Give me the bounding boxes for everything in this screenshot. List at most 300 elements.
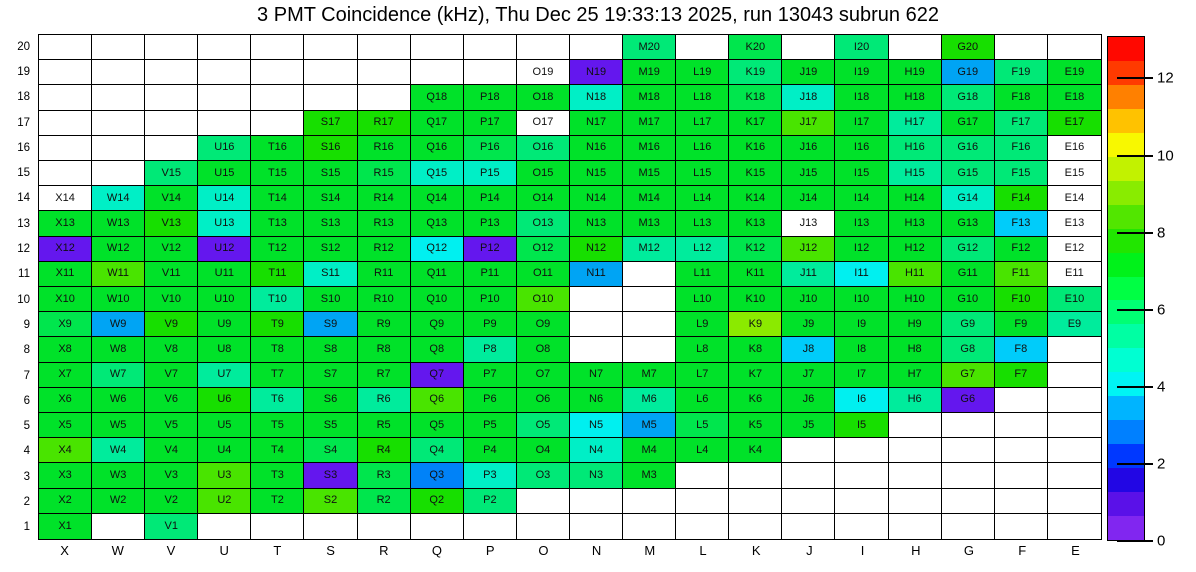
heatmap-cell-label: G10 xyxy=(957,292,979,305)
x-axis-tick-label: K xyxy=(751,543,761,558)
heatmap-cell xyxy=(570,388,623,413)
heatmap-cell-label: P15 xyxy=(480,166,500,179)
heatmap-cell xyxy=(1048,463,1101,488)
heatmap-cell-label: X5 xyxy=(58,418,72,431)
heatmap-cell xyxy=(517,186,570,211)
heatmap-cell xyxy=(1048,186,1101,211)
heatmap-cell xyxy=(570,211,623,236)
heatmap-cell-label: S13 xyxy=(320,216,341,229)
heatmap-cell-label: P3 xyxy=(483,468,497,481)
colorbar-band xyxy=(1108,85,1144,109)
heatmap-cell-label: I14 xyxy=(853,191,870,204)
heatmap-cell-label: U10 xyxy=(214,292,235,305)
heatmap-cell xyxy=(39,262,92,287)
heatmap-cell-label: S16 xyxy=(320,141,341,154)
heatmap-cell xyxy=(39,388,92,413)
heatmap-cell xyxy=(835,287,888,312)
heatmap-cell xyxy=(889,111,942,136)
heatmap-cell xyxy=(304,237,357,262)
colorbar-tick xyxy=(1117,386,1153,388)
x-axis-tick-label: O xyxy=(538,543,549,558)
heatmap-cell-label: T2 xyxy=(271,494,284,507)
heatmap-cell-label: H9 xyxy=(907,317,922,330)
heatmap-cell-label: S8 xyxy=(323,342,338,355)
heatmap-cell xyxy=(251,489,304,514)
heatmap-cell xyxy=(92,60,145,85)
heatmap-cell-label: J11 xyxy=(799,267,817,280)
heatmap-cell-label: O15 xyxy=(532,166,554,179)
colorbar-band xyxy=(1108,324,1144,348)
heatmap-cell xyxy=(942,161,995,186)
heatmap-cell-label: J13 xyxy=(799,216,818,229)
heatmap-cell xyxy=(676,161,729,186)
colorbar-band xyxy=(1108,468,1144,492)
heatmap-cell xyxy=(1048,111,1101,136)
heatmap-cell xyxy=(517,337,570,362)
heatmap-cell-label: H7 xyxy=(907,368,922,381)
heatmap-cell xyxy=(145,514,198,539)
heatmap-cell-label: H14 xyxy=(904,191,925,204)
heatmap-cell xyxy=(623,337,676,362)
heatmap-cell xyxy=(570,363,623,388)
heatmap-cell-label: P2 xyxy=(483,494,497,507)
heatmap-cell-label: N14 xyxy=(585,191,607,204)
heatmap-cell xyxy=(942,388,995,413)
heatmap-cell-label: S6 xyxy=(323,393,338,406)
heatmap-cell xyxy=(411,413,464,438)
heatmap-cell xyxy=(995,363,1048,388)
heatmap-cell-label: M16 xyxy=(638,141,660,154)
heatmap-cell xyxy=(92,85,145,110)
heatmap-cell-label: R8 xyxy=(376,342,391,355)
heatmap-cell xyxy=(464,85,517,110)
heatmap-cell-label: J14 xyxy=(799,191,818,204)
heatmap-cell-label: K12 xyxy=(745,242,766,255)
heatmap-cell-label: R12 xyxy=(373,242,394,255)
heatmap-cell xyxy=(835,35,888,60)
heatmap-cell-label: I8 xyxy=(856,342,867,355)
heatmap-cell xyxy=(251,388,304,413)
heatmap-cell-label: M3 xyxy=(641,468,657,481)
colorbar-tick xyxy=(1117,309,1153,311)
heatmap-cell xyxy=(835,211,888,236)
heatmap-cell-label: Q18 xyxy=(426,90,448,103)
heatmap-cell xyxy=(676,388,729,413)
heatmap-cell-label: L18 xyxy=(693,90,712,103)
heatmap-cell xyxy=(782,312,835,337)
heatmap-cell-label: P5 xyxy=(483,418,497,431)
heatmap-cell xyxy=(1048,211,1101,236)
heatmap-cell-label: J17 xyxy=(799,116,818,129)
heatmap-cell xyxy=(570,514,623,539)
heatmap-cell xyxy=(782,363,835,388)
heatmap-cell xyxy=(358,111,411,136)
heatmap-cell xyxy=(517,85,570,110)
heatmap-cell-label: M4 xyxy=(641,443,657,456)
heatmap-cell xyxy=(570,287,623,312)
heatmap-cell xyxy=(411,337,464,362)
heatmap-cell xyxy=(570,186,623,211)
heatmap-cell xyxy=(39,161,92,186)
heatmap-cell xyxy=(570,161,623,186)
heatmap-cell-label: T3 xyxy=(271,468,284,481)
heatmap-cell xyxy=(39,312,92,337)
heatmap-grid xyxy=(38,34,1102,540)
colorbar-tick xyxy=(1117,77,1153,79)
heatmap-cell xyxy=(889,438,942,463)
heatmap-cell-label: K6 xyxy=(748,393,763,406)
heatmap-cell xyxy=(1048,312,1101,337)
heatmap-cell-label: M13 xyxy=(638,216,660,229)
heatmap-cell xyxy=(517,413,570,438)
heatmap-cell-label: F7 xyxy=(1014,368,1028,381)
heatmap-cell xyxy=(782,211,835,236)
heatmap-cell-label: N12 xyxy=(585,242,607,255)
colorbar-band xyxy=(1108,205,1144,229)
heatmap-cell xyxy=(39,489,92,514)
colorbar-band xyxy=(1108,348,1144,372)
heatmap-cell xyxy=(464,60,517,85)
heatmap-cell-label: G14 xyxy=(957,191,979,204)
heatmap-cell-label: U11 xyxy=(214,267,235,280)
heatmap-cell-label: J18 xyxy=(799,90,818,103)
heatmap-cell xyxy=(251,136,304,161)
heatmap-cell xyxy=(92,35,145,60)
heatmap-cell-label: K14 xyxy=(745,191,766,204)
heatmap-cell xyxy=(729,262,782,287)
heatmap-cell-label: O19 xyxy=(532,65,554,78)
heatmap-cell xyxy=(411,237,464,262)
heatmap-cell-label: V7 xyxy=(164,368,178,381)
heatmap-cell xyxy=(995,161,1048,186)
heatmap-cell-label: Q16 xyxy=(426,141,448,154)
heatmap-cell xyxy=(676,287,729,312)
heatmap-cell-label: K5 xyxy=(748,418,763,431)
heatmap-cell xyxy=(411,136,464,161)
heatmap-cell xyxy=(623,161,676,186)
heatmap-cell-label: F19 xyxy=(1011,65,1031,78)
heatmap-cell xyxy=(251,161,304,186)
heatmap-cell-label: O9 xyxy=(535,317,551,330)
heatmap-cell-label: J5 xyxy=(802,418,815,431)
heatmap-cell-label: F13 xyxy=(1011,216,1031,229)
heatmap-cell xyxy=(995,489,1048,514)
colorbar-tick xyxy=(1117,463,1153,465)
heatmap-cell xyxy=(517,312,570,337)
heatmap-cell xyxy=(1048,60,1101,85)
heatmap-cell xyxy=(464,388,517,413)
heatmap-cell xyxy=(889,514,942,539)
heatmap-cell xyxy=(145,136,198,161)
heatmap-cell-label: S9 xyxy=(323,317,338,330)
heatmap-cell xyxy=(623,489,676,514)
heatmap-cell-label: Q4 xyxy=(429,443,445,456)
heatmap-cell-label: I13 xyxy=(853,216,870,229)
heatmap-cell xyxy=(995,438,1048,463)
heatmap-cell-label: W4 xyxy=(109,443,127,456)
colorbar-tick xyxy=(1117,155,1153,157)
colorbar-tick xyxy=(1117,232,1153,234)
colorbar-tick-label: 0 xyxy=(1157,532,1166,550)
heatmap-cell xyxy=(995,211,1048,236)
x-axis-tick-label: Q xyxy=(431,543,443,558)
chart-title: 3 PMT Coincidence (kHz), Thu Dec 25 19:33:13 2025, run 13043 subrun 622 xyxy=(257,4,939,26)
heatmap-cell xyxy=(782,237,835,262)
heatmap-cell-label: U13 xyxy=(214,216,235,229)
heatmap-cell-label: I15 xyxy=(853,166,870,179)
heatmap-cell xyxy=(358,262,411,287)
x-axis-tick-label: P xyxy=(485,543,495,558)
heatmap-cell-label: J12 xyxy=(799,242,818,255)
heatmap-cell xyxy=(676,312,729,337)
colorbar-tick-label: 6 xyxy=(1157,301,1166,319)
x-axis-tick-label: M xyxy=(644,543,656,558)
heatmap-cell-label: W7 xyxy=(109,368,127,381)
colorbar-band xyxy=(1108,61,1144,85)
heatmap-cell-label: S2 xyxy=(323,494,338,507)
heatmap-cell xyxy=(942,262,995,287)
heatmap-cell-label: E14 xyxy=(1064,191,1085,204)
heatmap-cell-label: E13 xyxy=(1064,216,1085,229)
colorbar-tick-label: 8 xyxy=(1157,224,1166,242)
heatmap-cell xyxy=(782,136,835,161)
heatmap-cell xyxy=(782,413,835,438)
heatmap-cell-label: V14 xyxy=(161,191,182,204)
heatmap-cell xyxy=(729,237,782,262)
heatmap-cell xyxy=(198,388,251,413)
heatmap-cell xyxy=(304,413,357,438)
heatmap-cell xyxy=(517,463,570,488)
heatmap-cell-label: V13 xyxy=(161,216,182,229)
heatmap-cell-label: M15 xyxy=(638,166,660,179)
heatmap-cell-label: H12 xyxy=(904,242,925,255)
heatmap-cell xyxy=(358,60,411,85)
heatmap-cell-label: I19 xyxy=(853,65,870,78)
heatmap-cell-label: X4 xyxy=(58,443,72,456)
heatmap-cell xyxy=(1048,237,1101,262)
heatmap-cell-label: V4 xyxy=(164,443,178,456)
heatmap-cell xyxy=(729,514,782,539)
heatmap-cell-label: O18 xyxy=(532,90,554,103)
heatmap-cell-label: X13 xyxy=(55,216,75,229)
colorbar-tick-label: 12 xyxy=(1157,69,1174,87)
heatmap-cell xyxy=(1048,85,1101,110)
heatmap-cell-label: Q14 xyxy=(426,191,448,204)
heatmap-cell xyxy=(304,312,357,337)
heatmap-cell xyxy=(411,262,464,287)
heatmap-cell xyxy=(889,161,942,186)
heatmap-cell xyxy=(942,35,995,60)
heatmap-cell-label: T10 xyxy=(267,292,287,305)
heatmap-cell-label: E16 xyxy=(1064,141,1085,154)
heatmap-cell xyxy=(198,35,251,60)
colorbar-band xyxy=(1108,109,1144,133)
heatmap-cell-label: L12 xyxy=(693,242,712,255)
colorbar-band xyxy=(1108,157,1144,181)
heatmap-cell-label: Q3 xyxy=(429,468,445,481)
heatmap-cell xyxy=(1048,413,1101,438)
heatmap-cell-label: J8 xyxy=(802,342,815,355)
colorbar-band xyxy=(1108,300,1144,324)
heatmap-cell xyxy=(145,337,198,362)
heatmap-cell xyxy=(198,111,251,136)
heatmap-cell xyxy=(464,312,517,337)
heatmap-cell xyxy=(729,463,782,488)
heatmap-cell xyxy=(995,186,1048,211)
heatmap-cell xyxy=(198,312,251,337)
heatmap-cell-label: N11 xyxy=(586,267,606,280)
heatmap-cell xyxy=(464,463,517,488)
heatmap-cell xyxy=(92,363,145,388)
heatmap-cell xyxy=(411,287,464,312)
heatmap-cell xyxy=(517,363,570,388)
heatmap-cell-label: N4 xyxy=(589,443,604,456)
heatmap-cell xyxy=(729,136,782,161)
heatmap-cell xyxy=(623,312,676,337)
heatmap-cell xyxy=(464,262,517,287)
heatmap-cell-label: H18 xyxy=(904,90,925,103)
heatmap-cell xyxy=(39,60,92,85)
heatmap-cell-label: N5 xyxy=(589,418,604,431)
heatmap-cell xyxy=(517,514,570,539)
heatmap-cell xyxy=(570,312,623,337)
heatmap-cell-label: X3 xyxy=(58,468,72,481)
heatmap-cell xyxy=(39,186,92,211)
heatmap-cell-label: X9 xyxy=(58,317,72,330)
x-axis-tick-label: S xyxy=(326,543,335,558)
heatmap-cell-label: U5 xyxy=(217,418,232,431)
heatmap-cell-label: O14 xyxy=(532,191,554,204)
heatmap-cell xyxy=(676,489,729,514)
heatmap-cell-label: J9 xyxy=(802,317,815,330)
heatmap-cell-label: S17 xyxy=(320,116,341,129)
heatmap-cell xyxy=(570,111,623,136)
heatmap-cell-label: W5 xyxy=(109,418,127,431)
heatmap-cell xyxy=(92,312,145,337)
heatmap-cell xyxy=(676,413,729,438)
heatmap-cell xyxy=(995,111,1048,136)
heatmap-cell-label: R4 xyxy=(376,443,391,456)
y-axis-tick-label: 2 xyxy=(23,495,30,508)
heatmap-cell xyxy=(995,514,1048,539)
heatmap-cell-label: V12 xyxy=(161,242,182,255)
heatmap-cell-label: T13 xyxy=(267,216,287,229)
heatmap-cell xyxy=(623,60,676,85)
y-axis-tick-label: 19 xyxy=(17,65,30,78)
heatmap-cell xyxy=(145,111,198,136)
heatmap-cell-label: S15 xyxy=(320,166,341,179)
heatmap-cell xyxy=(198,186,251,211)
heatmap-cell xyxy=(835,237,888,262)
heatmap-cell-label: T7 xyxy=(271,368,284,381)
heatmap-cell xyxy=(39,514,92,539)
heatmap-cell-label: N16 xyxy=(585,141,607,154)
heatmap-cell-label: E10 xyxy=(1064,292,1085,305)
heatmap-cell xyxy=(570,262,623,287)
colorbar-band xyxy=(1108,277,1144,301)
heatmap-cell xyxy=(358,287,411,312)
heatmap-cell xyxy=(198,136,251,161)
heatmap-cell-label: W6 xyxy=(109,393,127,406)
heatmap-cell xyxy=(464,413,517,438)
heatmap-cell-label: N18 xyxy=(585,90,607,103)
heatmap-cell xyxy=(889,463,942,488)
heatmap-cell xyxy=(304,161,357,186)
heatmap-cell-label: K11 xyxy=(745,267,765,280)
heatmap-cell xyxy=(251,363,304,388)
heatmap-cell-label: E9 xyxy=(1067,317,1082,330)
heatmap-cell-label: J7 xyxy=(802,368,815,381)
heatmap-cell xyxy=(517,388,570,413)
heatmap-cell xyxy=(623,463,676,488)
heatmap-cell-label: H8 xyxy=(907,342,922,355)
heatmap-cell xyxy=(942,186,995,211)
heatmap-cell-label: L13 xyxy=(693,216,712,229)
heatmap-cell xyxy=(782,111,835,136)
y-axis-tick-label: 6 xyxy=(23,394,30,407)
heatmap-cell-label: M12 xyxy=(638,242,660,255)
heatmap-cell xyxy=(995,262,1048,287)
heatmap-cell-label: I20 xyxy=(853,40,870,53)
heatmap-cell-label: P6 xyxy=(483,393,497,406)
y-axis-tick-label: 20 xyxy=(17,40,30,53)
heatmap-cell xyxy=(464,111,517,136)
heatmap-cell-label: Q11 xyxy=(426,267,447,280)
heatmap-cell-label: O4 xyxy=(535,443,551,456)
heatmap-cell-label: S3 xyxy=(323,468,338,481)
colorbar-tick-label: 10 xyxy=(1157,147,1174,164)
heatmap-cell xyxy=(835,262,888,287)
heatmap-cell xyxy=(782,60,835,85)
heatmap-cell xyxy=(39,237,92,262)
heatmap-cell xyxy=(464,337,517,362)
heatmap-cell-label: V8 xyxy=(164,342,178,355)
heatmap-cell xyxy=(145,489,198,514)
heatmap-cell-label: I10 xyxy=(853,292,870,305)
heatmap-cell-label: K9 xyxy=(748,317,763,330)
heatmap-cell-label: I6 xyxy=(856,393,867,406)
heatmap-cell-label: P16 xyxy=(480,141,500,154)
heatmap-cell xyxy=(1048,262,1101,287)
colorbar-band xyxy=(1108,253,1144,277)
heatmap-cell-label: K17 xyxy=(745,116,766,129)
heatmap-cell-label: R2 xyxy=(376,494,391,507)
heatmap-cell xyxy=(39,463,92,488)
heatmap-cell-label: R7 xyxy=(376,368,391,381)
heatmap-cell xyxy=(623,35,676,60)
heatmap-cell xyxy=(517,262,570,287)
heatmap-cell xyxy=(570,136,623,161)
heatmap-cell xyxy=(411,161,464,186)
heatmap-cell xyxy=(304,388,357,413)
heatmap-cell-label: V1 xyxy=(164,519,178,532)
heatmap-cell xyxy=(942,287,995,312)
heatmap-cell xyxy=(358,161,411,186)
heatmap-cell xyxy=(517,287,570,312)
heatmap-cell xyxy=(942,337,995,362)
colorbar-tick-label: 4 xyxy=(1157,378,1166,396)
heatmap-cell xyxy=(889,60,942,85)
heatmap-cell-label: L5 xyxy=(696,418,709,431)
heatmap-cell-label: N15 xyxy=(585,166,607,179)
heatmap-cell-label: M20 xyxy=(638,40,660,53)
heatmap-cell xyxy=(995,287,1048,312)
heatmap-cell xyxy=(251,262,304,287)
heatmap-cell xyxy=(304,111,357,136)
heatmap-cell-label: R14 xyxy=(373,191,394,204)
heatmap-cell xyxy=(145,287,198,312)
heatmap-cell-label: U7 xyxy=(217,368,232,381)
